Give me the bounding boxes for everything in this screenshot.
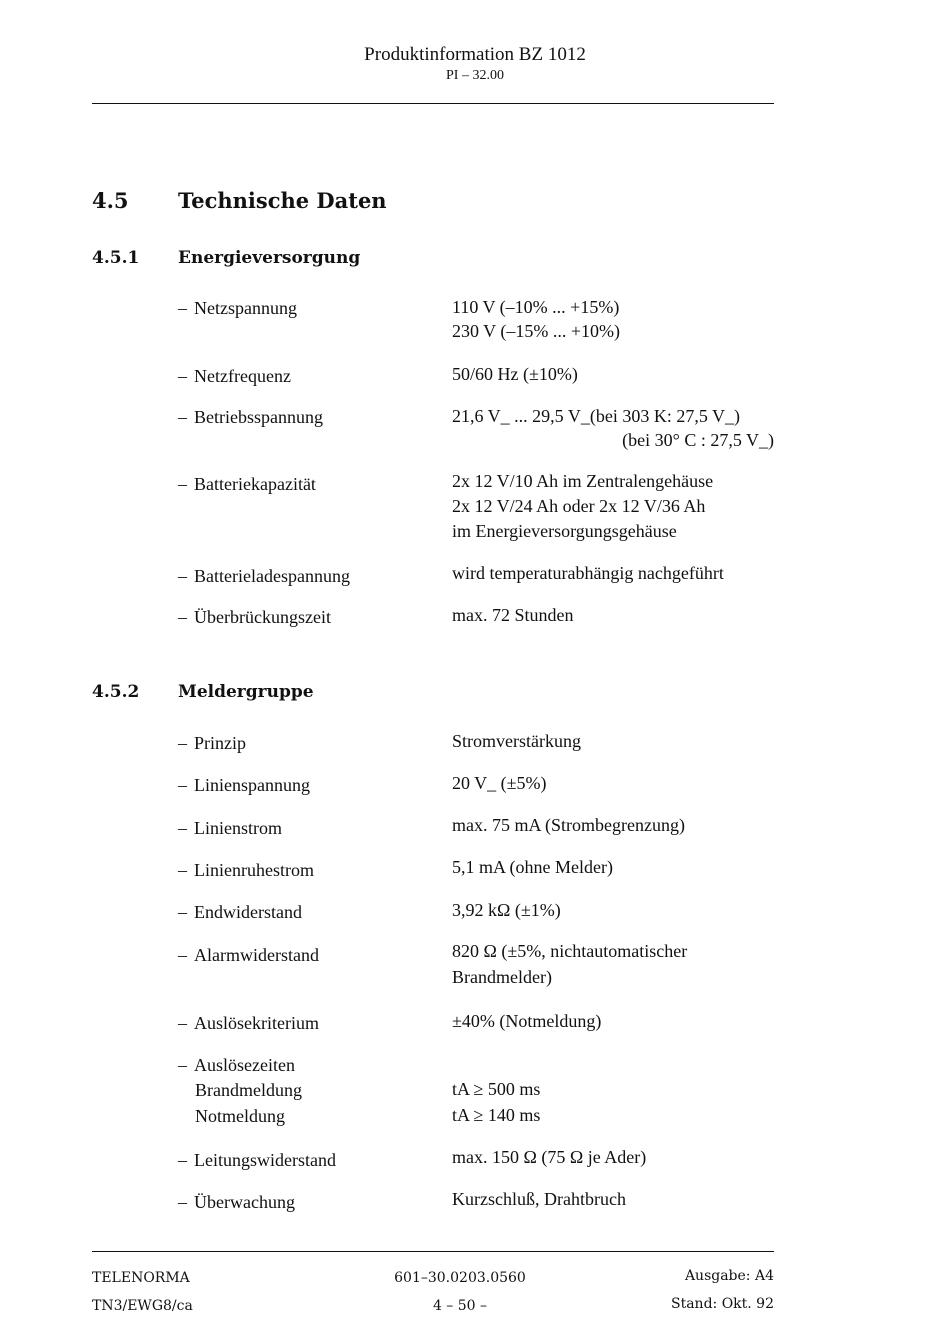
spec-value: Stromverstärkung: [452, 731, 581, 751]
document-title: Produktinformation BZ 1012: [364, 44, 586, 65]
spec-value: max. 72 Stunden: [452, 605, 574, 625]
spec-label: – Linienruhestrom: [178, 860, 314, 880]
subsection-title: Energieversorgung: [178, 248, 361, 268]
spec-value: ±40% (Notmeldung): [452, 1011, 602, 1031]
spec-value: 110 V (–10% ... +15%): [452, 297, 620, 317]
spec-label: – Netzfrequenz: [178, 366, 291, 386]
spec-label: – Linienspannung: [178, 775, 310, 795]
spec-label: – Alarmwiderstand: [178, 945, 319, 965]
spec-value: 50/60 Hz (±10%): [452, 364, 578, 384]
spec-label: – Batterieladespannung: [178, 566, 350, 586]
footer-date: Stand: Okt. 92: [670, 1296, 774, 1312]
footer-code: TN3/EWG8/ca: [92, 1298, 193, 1314]
spec-value: 20 V_ (±5%): [452, 773, 547, 793]
footer-company: TELENORMA: [92, 1270, 190, 1286]
section-title: Technische Daten: [178, 188, 387, 213]
footer-rule: [92, 1251, 774, 1252]
spec-value: Brandmelder): [452, 967, 552, 987]
spec-label: – Betriebsspannung: [178, 407, 323, 427]
spec-label: – Linienstrom: [178, 818, 282, 838]
spec-value: 5,1 mA (ohne Melder): [452, 857, 613, 877]
header-rule: [92, 103, 774, 104]
spec-value: im Energieversorgungsgehäuse: [452, 521, 677, 541]
spec-label: – Überbrückungszeit: [178, 607, 331, 627]
spec-value: 21,6 V_ ... 29,5 V_(bei 303 K: 27,5 V_): [452, 406, 740, 426]
spec-sublabel: Brandmeldung: [195, 1080, 302, 1100]
spec-label: – Batteriekapazität: [178, 474, 316, 494]
subsection-number: 4.5.2: [92, 682, 140, 702]
spec-value: 820 Ω (±5%, nichtautomatischer: [452, 941, 688, 961]
spec-value: 3,92 kΩ (±1%): [452, 900, 561, 920]
footer-page-number: 4 – 50 –: [432, 1298, 488, 1314]
spec-label: – Endwiderstand: [178, 902, 302, 922]
spec-label: – Auslösekriterium: [178, 1013, 319, 1033]
footer-edition: Ausgabe: A4: [684, 1268, 774, 1284]
spec-label: – Prinzip: [178, 733, 246, 753]
spec-value: Kurzschluß, Drahtbruch: [452, 1189, 626, 1209]
spec-value: 2x 12 V/10 Ah im Zentralengehäuse: [452, 471, 714, 491]
document-subtitle: PI – 32.00: [446, 68, 504, 83]
spec-label: – Auslösezeiten: [178, 1055, 295, 1075]
footer-doc-number: 601–30.0203.0560: [394, 1270, 526, 1286]
spec-label: – Netzspannung: [178, 298, 297, 318]
section-number: 4.5: [92, 188, 129, 213]
spec-value: wird temperaturabhängig nachgeführt: [452, 563, 724, 583]
spec-value: max. 75 mA (Strombegrenzung): [452, 815, 685, 835]
spec-label: – Leitungswiderstand: [178, 1150, 336, 1170]
spec-value: tA ≥ 500 ms: [452, 1079, 541, 1099]
spec-value: 2x 12 V/24 Ah oder 2x 12 V/36 Ah: [452, 496, 706, 516]
subsection-title: Meldergruppe: [178, 682, 314, 702]
spec-value: 230 V (–15% ... +10%): [452, 321, 620, 341]
spec-value: max. 150 Ω (75 Ω je Ader): [452, 1147, 647, 1167]
spec-label: – Überwachung: [178, 1192, 295, 1212]
subsection-number: 4.5.1: [92, 248, 140, 268]
spec-value: (bei 30° C : 27,5 V_): [622, 430, 774, 450]
spec-sublabel: Notmeldung: [195, 1106, 285, 1126]
spec-value: tA ≥ 140 ms: [452, 1105, 541, 1125]
